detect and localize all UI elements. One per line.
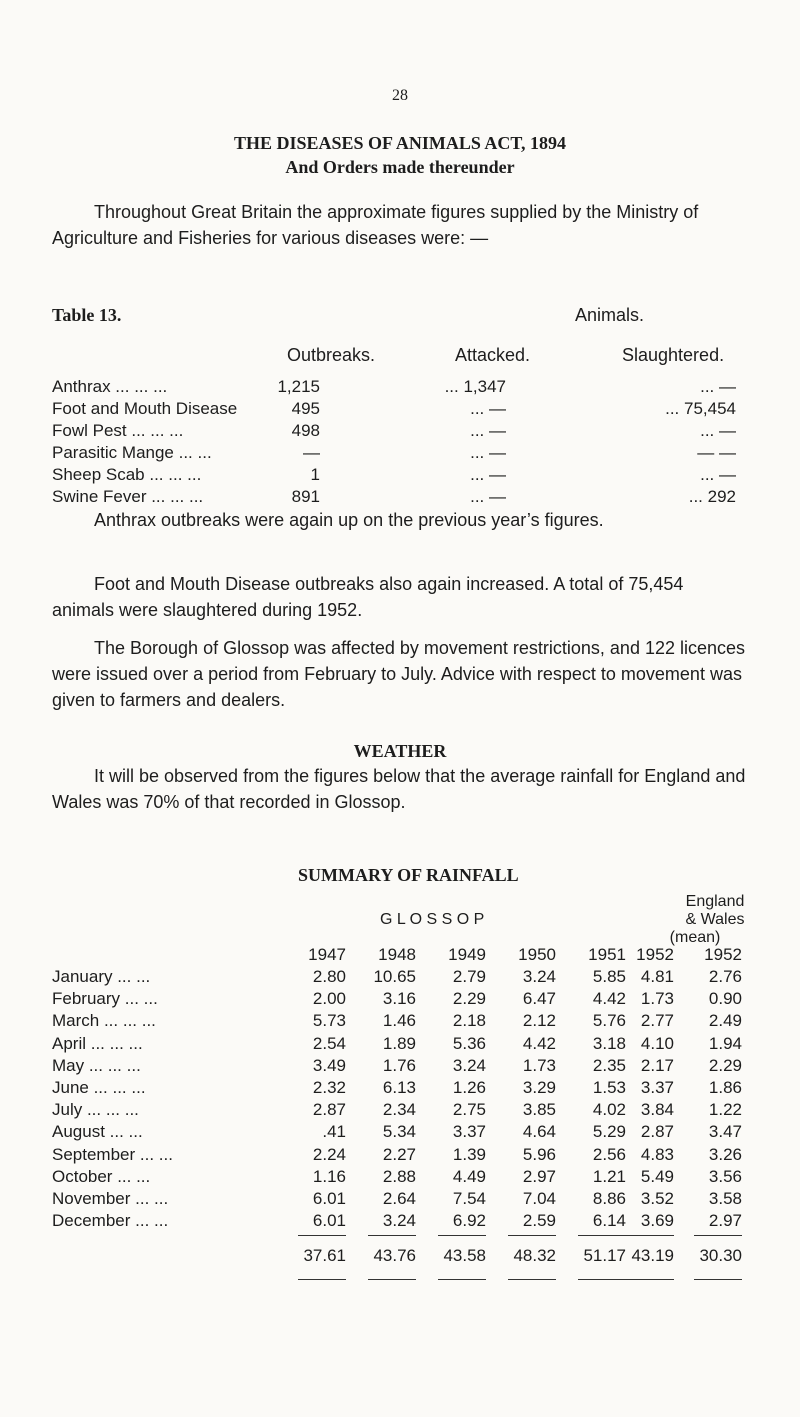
rainfall-value: 3.16 (382, 989, 416, 1009)
rainfall-year-header: 1948 (378, 945, 416, 964)
total-rule-bottom (368, 1279, 416, 1280)
rainfall-value: 2.64 (382, 1189, 416, 1208)
rainfall-value: 5.85 (592, 967, 626, 986)
rainfall-value: 1.16 (312, 1166, 346, 1186)
table13-row-name: Anthrax ... ... ... (52, 377, 168, 396)
rainfall-value: 2.29 (708, 1055, 742, 1075)
table13-row-outbreaks: — (303, 443, 320, 462)
rainfall-value: 1.39 (452, 1144, 486, 1164)
rainfall-year-header: 1950 (518, 945, 556, 964)
table13-row-slaughtered: ... — (700, 377, 736, 396)
rainfall-value: 2.17 (640, 1055, 674, 1075)
rainfall-value: 3.49 (312, 1055, 346, 1075)
rainfall-month-label: June ... ... ... (52, 1078, 146, 1097)
total-rule-bottom (578, 1279, 626, 1280)
rainfall-value: 4.02 (592, 1100, 626, 1120)
rainfall-value: 4.49 (452, 1166, 486, 1186)
rainfall-value: 1.21 (592, 1166, 626, 1186)
rainfall-value: 0.90 (708, 989, 742, 1009)
glossop-paragraph: The Borough of Glossop was affected by movement restrictions, and 122 licences were issued over a period from February to July. Advice with respect to movement was given to farmers and dealers. (52, 638, 746, 710)
rainfall-value: 6.92 (452, 1211, 486, 1231)
rainfall-value: 2.59 (522, 1211, 556, 1231)
rainfall-value: 2.79 (452, 967, 486, 986)
rainfall-value: 3.24 (522, 967, 556, 986)
rainfall-value: 5.76 (592, 1011, 626, 1031)
weather-paragraph: It will be observed from the figures below that the average rainfall for England and Wales was 70% of that recorded in Glossop. (52, 766, 746, 812)
page-subtitle: And Orders made thereunder (285, 157, 515, 177)
rainfall-value: 2.35 (592, 1055, 626, 1075)
rainfall-value: 4.42 (522, 1033, 556, 1053)
rainfall-year-header: 1952 (636, 945, 674, 964)
table13-col-outbreaks: Outbreaks. (287, 345, 376, 365)
rainfall-value: 5.96 (522, 1144, 556, 1164)
rainfall-value: 2.80 (312, 967, 346, 986)
table13-row-name: Parasitic Mange ... ... (52, 443, 212, 462)
rainfall-value: 2.56 (592, 1144, 626, 1164)
rainfall-month-label: April ... ... ... (52, 1033, 143, 1053)
total-rule-top (368, 1235, 416, 1236)
rainfall-value: 2.29 (452, 989, 486, 1009)
rainfall-value: 2.87 (312, 1100, 346, 1120)
rainfall-value: 3.56 (708, 1166, 742, 1186)
rainfall-value: 6.01 (312, 1211, 346, 1231)
table13-row-attacked: ... — (470, 487, 506, 506)
rainfall-ew-label-2: & Wales (685, 911, 745, 928)
table13-row-name: Fowl Pest ... ... ... (52, 421, 184, 440)
rainfall-value: 7.04 (522, 1189, 556, 1208)
rainfall-value: 5.73 (312, 1011, 346, 1031)
rainfall-value: 4.64 (522, 1122, 556, 1142)
rainfall-total: 51.17 (583, 1246, 626, 1265)
rainfall-value: 8.86 (592, 1189, 626, 1208)
rainfall-value: 3.58 (708, 1189, 742, 1208)
rainfall-total: 30.30 (699, 1246, 742, 1265)
rainfall-value: 1.86 (708, 1078, 742, 1097)
rainfall-glossop-label: G L O S S O P (380, 911, 485, 928)
rainfall-value: 2.00 (312, 989, 346, 1009)
table13-row-slaughtered: ... 75,454 (665, 399, 736, 418)
table13-row-outbreaks: 498 (291, 421, 320, 440)
table13-row-slaughtered: ... — (700, 465, 736, 484)
rainfall-month-label: March ... ... ... (52, 1011, 156, 1031)
rainfall-total: 37.61 (303, 1246, 346, 1265)
rainfall-value: 3.18 (592, 1033, 626, 1053)
rainfall-value: 2.77 (640, 1011, 674, 1031)
rainfall-value: 3.52 (640, 1189, 674, 1208)
total-rule-bottom (508, 1279, 556, 1280)
anthrax-paragraph: Anthrax outbreaks were again up on the previous year’s figures. (94, 510, 604, 530)
rainfall-value: 3.37 (452, 1122, 486, 1142)
rainfall-value: 2.12 (522, 1011, 556, 1031)
rainfall-value: 2.75 (452, 1100, 486, 1120)
rainfall-value: 3.47 (708, 1122, 742, 1142)
rainfall-ew-label-1: England (685, 893, 745, 910)
total-rule-bottom (626, 1279, 674, 1280)
rainfall-value: 2.27 (382, 1144, 416, 1164)
rainfall-value: 6.01 (312, 1189, 346, 1208)
rainfall-value: 2.88 (382, 1166, 416, 1186)
rainfall-value: 2.32 (312, 1078, 346, 1097)
rainfall-value: 1.76 (382, 1055, 416, 1075)
page-title: THE DISEASES OF ANIMALS ACT, 1894 (233, 133, 567, 153)
rainfall-value: 1.26 (452, 1078, 486, 1097)
total-rule-top (578, 1235, 626, 1236)
rainfall-heading: SUMMARY OF RAINFALL (298, 865, 519, 885)
rainfall-value: 5.34 (382, 1122, 416, 1142)
rainfall-value: 6.14 (592, 1211, 626, 1231)
table13-row-outbreaks: 495 (291, 399, 320, 418)
table13-row-name: Swine Fever ... ... ... (52, 487, 204, 506)
page-number: 28 (392, 87, 408, 104)
rainfall-value: 3.24 (452, 1055, 486, 1075)
table13-row-attacked: ... — (470, 399, 506, 418)
rainfall-total: 43.76 (373, 1246, 416, 1265)
intro-paragraph: Throughout Great Britain the approximate figures supplied by the Ministry of Agriculture and Fisheries for various diseases were: — (52, 202, 699, 248)
rainfall-value: 3.26 (708, 1144, 742, 1164)
rainfall-value: 10.65 (373, 967, 416, 986)
rainfall-value: 5.29 (592, 1122, 626, 1142)
rainfall-value: 2.34 (382, 1100, 416, 1120)
rainfall-total: 43.58 (443, 1246, 486, 1265)
table13-row-outbreaks: 1,215 (277, 377, 320, 396)
total-rule-top (508, 1235, 556, 1236)
rainfall-value: 7.54 (452, 1189, 486, 1208)
table13-row-outbreaks: 891 (291, 487, 320, 506)
total-rule-top (438, 1235, 486, 1236)
rainfall-value: 2.49 (708, 1011, 742, 1031)
rainfall-month-label: February ... ... (52, 989, 158, 1009)
rainfall-value: 3.29 (522, 1078, 556, 1097)
table13-group-header: Animals. (575, 305, 645, 325)
rainfall-value: 3.24 (382, 1211, 416, 1231)
rainfall-value: 1.89 (382, 1033, 416, 1053)
rainfall-value: 6.47 (522, 989, 556, 1009)
rainfall-value: 6.13 (382, 1078, 416, 1097)
rainfall-value: 3.85 (522, 1100, 556, 1120)
rainfall-total: 43.19 (631, 1246, 674, 1265)
rainfall-month-label: January ... ... (52, 967, 151, 986)
rainfall-year-header: 1952 (704, 945, 742, 964)
rainfall-month-label: August ... ... (52, 1122, 143, 1142)
rainfall-value: 4.42 (592, 989, 626, 1009)
rainfall-month-label: October ... ... (52, 1166, 151, 1186)
rainfall-value: 4.10 (640, 1033, 674, 1053)
table13-row-slaughtered: ... — (700, 421, 736, 440)
rainfall-total: 48.32 (513, 1246, 556, 1265)
rainfall-value: 1.53 (592, 1078, 626, 1097)
table13-col-slaughtered: Slaughtered. (622, 345, 725, 365)
rainfall-value: 2.97 (522, 1166, 556, 1186)
rainfall-value: 2.87 (640, 1122, 674, 1142)
table13-row-outbreaks: 1 (310, 465, 320, 484)
rainfall-value: 3.37 (640, 1078, 674, 1097)
rainfall-ew-label-3: (mean) (669, 929, 721, 946)
fmd-paragraph: Foot and Mouth Disease outbreaks also again increased. A total of 75,454 animals were slaughtered during 1952. (52, 574, 684, 620)
table13-row-slaughtered: ... 292 (688, 487, 736, 506)
rainfall-value: 1.22 (708, 1100, 742, 1120)
rainfall-value: 2.24 (312, 1144, 346, 1164)
table13-row-slaughtered: — — (697, 443, 736, 462)
rainfall-value: 5.36 (452, 1033, 486, 1053)
rainfall-year-header: 1951 (588, 945, 626, 964)
rainfall-value: 3.69 (640, 1211, 674, 1231)
total-rule-bottom (438, 1279, 486, 1280)
rainfall-month-label: September ... ... (52, 1144, 173, 1164)
rainfall-value: 1.73 (640, 989, 674, 1009)
table13-label: Table 13. (52, 305, 122, 325)
table13-row-name: Foot and Mouth Disease (52, 399, 238, 418)
rainfall-month-label: November ... ... (52, 1189, 169, 1208)
rainfall-value: 1.73 (522, 1055, 556, 1075)
table13-row-attacked: ... — (470, 443, 506, 462)
rainfall-value: 1.94 (708, 1033, 742, 1053)
rainfall-value: 2.97 (708, 1211, 742, 1231)
rainfall-value: 2.76 (708, 967, 742, 986)
table13-row-attacked: ... 1,347 (444, 377, 506, 396)
rainfall-value: 3.84 (640, 1100, 674, 1120)
rainfall-month-label: May ... ... ... (52, 1055, 141, 1075)
rainfall-month-label: December ... ... (52, 1211, 169, 1231)
table13-row-name: Sheep Scab ... ... ... (52, 465, 202, 484)
total-rule-top (298, 1235, 346, 1236)
total-rule-bottom (694, 1279, 742, 1280)
weather-heading: WEATHER (353, 741, 447, 761)
table13-col-attacked: Attacked. (455, 345, 531, 365)
table13-row-attacked: ... — (470, 465, 506, 484)
rainfall-value: 4.81 (640, 967, 674, 986)
rainfall-value: 2.18 (452, 1011, 486, 1031)
total-rule-top (626, 1235, 674, 1236)
rainfall-year-header: 1949 (448, 945, 486, 964)
rainfall-value: 5.49 (640, 1166, 674, 1186)
total-rule-top (694, 1235, 742, 1236)
rainfall-month-label: July ... ... ... (52, 1100, 139, 1120)
total-rule-bottom (298, 1279, 346, 1280)
rainfall-value: 4.83 (640, 1144, 674, 1164)
rainfall-value: 1.46 (382, 1011, 416, 1031)
rainfall-year-header: 1947 (308, 945, 346, 964)
rainfall-value: .41 (322, 1122, 346, 1142)
table13-row-attacked: ... — (470, 421, 506, 440)
rainfall-value: 2.54 (312, 1033, 346, 1053)
